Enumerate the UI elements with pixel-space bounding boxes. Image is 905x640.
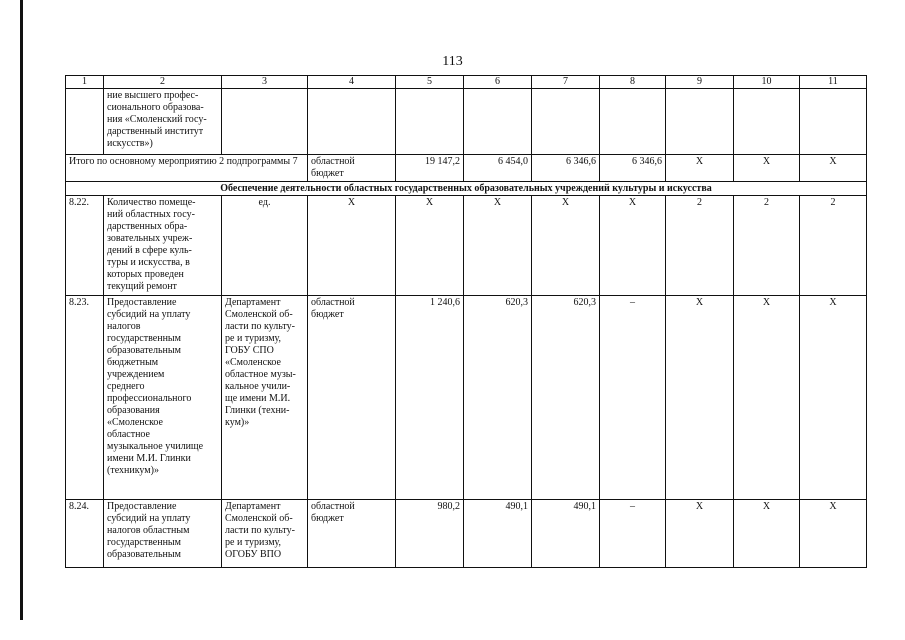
cell-name: ние высшего профес- сионального образова- ния «Смоленский госу- дарственный институт искусств») xyxy=(104,89,222,155)
cell-source: областной бюджет xyxy=(308,500,396,568)
cell-v8: – xyxy=(600,500,666,568)
column-header: 3 xyxy=(222,76,308,89)
cell-v6: X xyxy=(464,196,532,296)
cell-exec: Департамент Смоленской об- ласти по культу- ре и туризму, ГОБУ СПО «Смоленское областное музы- кальное учили- ще имени М.И. Глинки (техни- кум)» xyxy=(222,296,308,500)
cell-v11: 2 xyxy=(800,196,867,296)
cell-name: Предоставление субсидий на уплату налогов областным государственным образовательным xyxy=(104,500,222,568)
budget-table xyxy=(65,75,867,568)
cell-v9 xyxy=(666,89,734,155)
cell-v7: 6 346,6 xyxy=(532,155,600,182)
cell-v6 xyxy=(464,89,532,155)
cell-v6: 490,1 xyxy=(464,500,532,568)
cell-source: областной бюджет xyxy=(308,296,396,500)
column-header: 7 xyxy=(532,76,600,89)
cell-v8: X xyxy=(600,196,666,296)
column-header: 9 xyxy=(666,76,734,89)
table-row xyxy=(66,500,867,568)
column-header: 8 xyxy=(600,76,666,89)
cell-v7 xyxy=(532,89,600,155)
cell-v8: – xyxy=(600,296,666,500)
total-label: Итого по основному мероприятию 2 подпрограммы 7 xyxy=(66,155,308,182)
cell-v5: 19 147,2 xyxy=(396,155,464,182)
cell-v11: X xyxy=(800,500,867,568)
cell-v10: 2 xyxy=(734,196,800,296)
cell-v11: X xyxy=(800,155,867,182)
cell-v5: 980,2 xyxy=(396,500,464,568)
cell-v5 xyxy=(396,89,464,155)
section-header-row xyxy=(66,182,867,196)
cell-v9: 2 xyxy=(666,196,734,296)
cell-v6: 6 454,0 xyxy=(464,155,532,182)
table-row xyxy=(66,196,867,296)
cell-name: Предоставление субсидий на уплату налогов государственным образовательным бюджетным учреждением среднего профессионального образования «Смоленское областное музыкальное училище имени М.И. Глинки (техникум)» xyxy=(104,296,222,500)
table-row-continuation xyxy=(66,89,867,155)
table-row xyxy=(66,296,867,500)
cell-exec: ед. xyxy=(222,196,308,296)
column-header: 10 xyxy=(734,76,800,89)
cell-name: Количество помеще- ний областных госу- дарственных обра- зовательных учреж- дений в сфере куль- туры и искусства, в которых проведен текущий ремонт xyxy=(104,196,222,296)
cell-source: X xyxy=(308,196,396,296)
cell-v10: X xyxy=(734,296,800,500)
cell-exec: Департамент Смоленской об- ласти по культу- ре и туризму, ОГОБУ ВПО xyxy=(222,500,308,568)
column-header: 4 xyxy=(308,76,396,89)
cell-v7: 490,1 xyxy=(532,500,600,568)
cell-v10 xyxy=(734,89,800,155)
cell-v8: 6 346,6 xyxy=(600,155,666,182)
cell-source: областной бюджет xyxy=(308,155,396,182)
cell-v6: 620,3 xyxy=(464,296,532,500)
cell-v7: 620,3 xyxy=(532,296,600,500)
cell-v8 xyxy=(600,89,666,155)
column-header: 1 xyxy=(66,76,104,89)
column-header: 5 xyxy=(396,76,464,89)
cell-v9: X xyxy=(666,296,734,500)
table-row-total xyxy=(66,155,867,182)
section-title: Обеспечение деятельности областных государственных образовательных учреждений культуры и искусства xyxy=(66,182,867,196)
cell-num xyxy=(66,89,104,155)
scan-edge-line xyxy=(20,0,23,620)
cell-num: 8.22. xyxy=(66,196,104,296)
column-number-row xyxy=(66,76,867,89)
column-header: 11 xyxy=(800,76,867,89)
cell-v10: X xyxy=(734,500,800,568)
cell-source xyxy=(308,89,396,155)
cell-exec xyxy=(222,89,308,155)
cell-num: 8.23. xyxy=(66,296,104,500)
cell-v10: X xyxy=(734,155,800,182)
cell-v5: X xyxy=(396,196,464,296)
cell-num: 8.24. xyxy=(66,500,104,568)
cell-v9: X xyxy=(666,500,734,568)
cell-v7: X xyxy=(532,196,600,296)
cell-v11 xyxy=(800,89,867,155)
page-number: 113 xyxy=(442,54,463,69)
cell-v5: 1 240,6 xyxy=(396,296,464,500)
cell-v11: X xyxy=(800,296,867,500)
cell-v9: X xyxy=(666,155,734,182)
column-header: 2 xyxy=(104,76,222,89)
column-header: 6 xyxy=(464,76,532,89)
